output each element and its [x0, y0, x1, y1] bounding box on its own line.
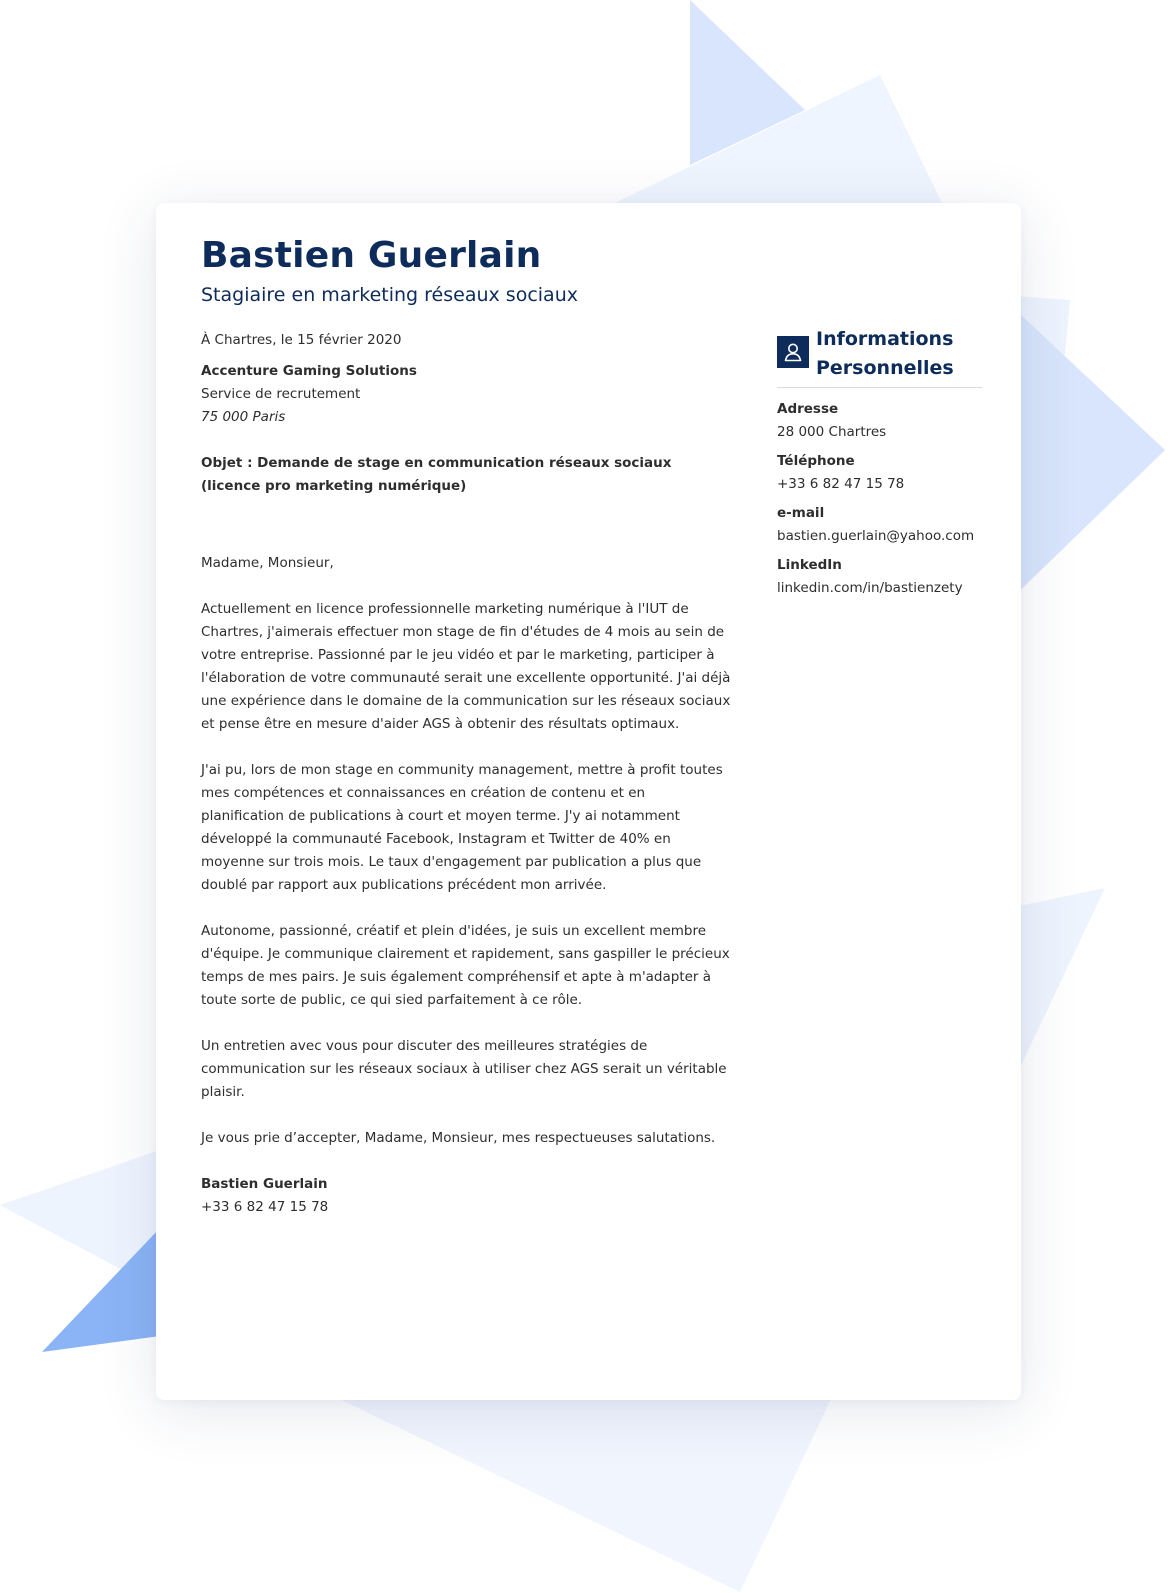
letter-subject: Objet : Demande de stage en communication réseaux sociaux (licence pro marketing numérique) — [201, 455, 672, 494]
phone-label: Téléphone — [777, 453, 855, 469]
person-icon — [777, 336, 809, 368]
info-list — [777, 398, 982, 600]
recipient-company: Accenture Gaming Solutions — [201, 363, 417, 379]
personal-info-section — [777, 325, 982, 614]
paragraph-2: J'ai pu, lors de mon stage en community management, mettre à profit toutes mes compétences et connaissances en création de contenu et en planification de publications à court et moyen terme. J'y ai notamment développé la communauté Facebook, Instagram et Twitter de 40% en moyenne sur trois mois. Le taux d'engagement par publication a plus que doublé par rapport aux publications précédent mon arrivée. — [201, 762, 723, 893]
section-title — [816, 325, 954, 383]
email-value: bastien.guerlain@yahoo.com — [777, 528, 975, 544]
greeting: Madame, Monsieur, — [201, 555, 334, 571]
job-title: Stagiaire en marketing réseaux sociaux — [201, 284, 578, 306]
address-value: 28 000 Chartres — [777, 424, 887, 440]
section-header — [777, 325, 982, 388]
address-label: Adresse — [777, 401, 839, 417]
email-label: e-mail — [777, 505, 825, 521]
paragraph-1: Actuellement en licence professionnelle marketing numérique à l'IUT de Chartres, j'aimerais effectuer mon stage de fin d'études de 4 mois au sein de votre entreprise. Passionné par le jeu vidéo et par le marketing, participer à l'élaboration de votre communauté serait une excellente opportunité. J'ai déjà une expérience dans le domaine de la communication sur les réseaux sociaux et pense être en mesure d'aider AGS à obtenir des résultats optimaux. — [201, 601, 731, 732]
phone-value: +33 6 82 47 15 78 — [777, 476, 905, 492]
recipient-department: Service de recrutement — [201, 386, 361, 402]
signature-phone: +33 6 82 47 15 78 — [201, 1199, 329, 1215]
letter-body — [201, 329, 731, 1219]
closing-paragraph: Je vous prie d’accepter, Madame, Monsieur, mes respectueuses salutations. — [201, 1130, 716, 1146]
section-title-line-2: Personnelles — [816, 357, 954, 379]
paragraph-4: Un entretien avec vous pour discuter des meilleures stratégies de communication sur les réseaux sociaux à utiliser chez AGS serait un véritable plaisir. — [201, 1038, 727, 1100]
paragraph-3: Autonome, passionné, créatif et plein d'idées, je suis un excellent membre d'équipe. Je communique clairement et rapidement, sans gaspiller le précieux temps de mes pairs. Je suis également compréhensif et apte à m'adapter à toute sorte de public, ce qui sied parfaitement à ce rôle. — [201, 923, 730, 1008]
section-title-line-1: Informations — [816, 328, 954, 350]
bg-triangle-right-blue — [1005, 300, 1165, 605]
linkedin-label: LinkedIn — [777, 557, 842, 573]
signature-name: Bastien Guerlain — [201, 1176, 328, 1192]
cover-letter-page — [156, 203, 1021, 1400]
date-line: À Chartres, le 15 février 2020 — [201, 332, 402, 348]
bg-triangle-bottom-pale — [300, 1380, 840, 1592]
recipient-city: 75 000 Paris — [201, 409, 286, 425]
linkedin-value: linkedin.com/in/bastienzety — [777, 580, 963, 596]
applicant-name: Bastien Guerlain — [201, 235, 542, 276]
